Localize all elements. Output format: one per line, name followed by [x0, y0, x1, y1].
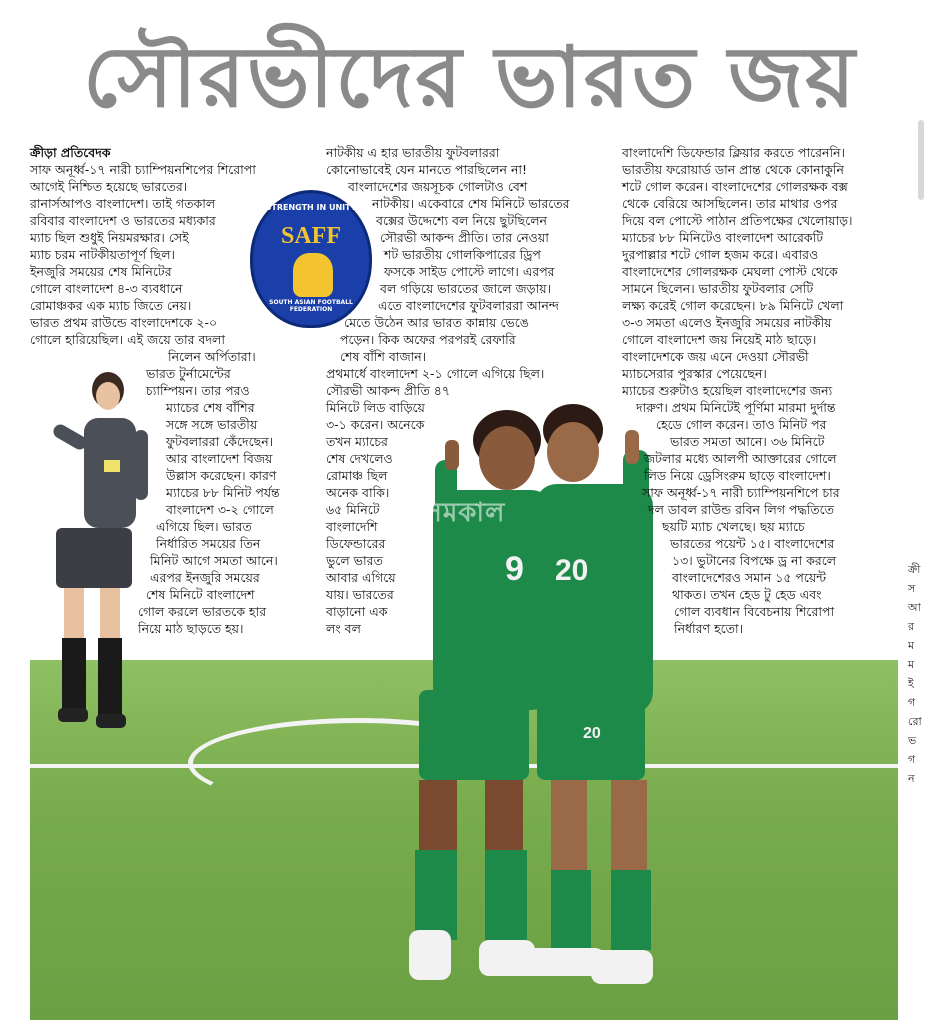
byline: ক্রীড়া প্রতিবেদক	[30, 145, 111, 160]
col3-line: হেডে গোল করেন। তাও মিনিট পর	[656, 417, 827, 432]
col2-line: তখন ম্যাচের	[326, 434, 388, 449]
col3-line: লিড নিয়ে ড্রেসিংরুম ছাড়ে বাংলাদেশ।	[644, 468, 831, 483]
col2-line: আবার এগিয়ে	[326, 570, 396, 585]
col2-line: ফসকে সাইড পোস্টে লাগে। এরপর	[384, 264, 555, 279]
col2-line: পড়েন। কিক অফের পরপরই রেফারি	[340, 332, 516, 347]
col2-line: মিনিটে লিড বাড়িয়ে	[326, 400, 425, 415]
headline: সৌরভীদের ভারত জয়	[83, 28, 857, 126]
col2-line: বাংলাদেশি	[326, 519, 378, 534]
scrollbar[interactable]	[918, 120, 924, 200]
col3-line: ৩-৩ সমতা এলেও ইনজুরি সময়ের নাটকীয়	[622, 315, 832, 330]
col2-line: শট ভারতীয় গোলকিপারের ড্রিপ	[384, 247, 541, 262]
col1-line: ম্যাচ ছিল শুধুই নিয়মরক্ষার। সেই	[30, 230, 189, 245]
col1-line: গোল করলে ভারতকে হার	[138, 604, 267, 619]
col3-line: গোলে বাংলাদেশ জয় নিয়েই মাঠ ছাড়ে।	[622, 332, 817, 347]
strip-line: ই	[908, 677, 914, 690]
col3-line: ছয়টি ম্যাচ খেলছে। ছয় ম্যাচে	[662, 519, 805, 534]
strip-line: ন	[908, 772, 915, 785]
strip-line: ম	[908, 639, 915, 652]
adjacent-article-strip	[908, 560, 926, 788]
col1-line: ম্যাচের ৮৮ মিনিট পর্যন্ত	[166, 485, 280, 500]
col3-line: বাংলাদেশেরও সমান ১৫ পয়েন্ট	[672, 570, 827, 585]
col1-line: নিলেন অর্পিতারা।	[168, 349, 256, 364]
col3-line: বাংলাদেশের গোলরক্ষক মেঘলা পোস্ট থেকে	[622, 264, 838, 279]
col2-line: এতে বাংলাদেশের ফুটবলাররা আনন্দ	[378, 298, 559, 313]
col3-line: সাফ অনূর্ধ্ব-১৭ নারী চ্যাম্পিয়নশিপে চার	[642, 485, 840, 500]
col2-line: ৩-১ করেন। অনেকে	[326, 417, 425, 432]
col3-line: থাকত। তখন হেড টু হেড এবং	[672, 587, 822, 602]
col3-line: ১৩। ভুটানের বিপক্ষে ড্র না করলে	[672, 553, 837, 568]
col3-line: ভারত সমতা আনে। ৩৬ মিনিটে	[670, 434, 825, 449]
jersey-number-left: 9	[505, 550, 524, 588]
col3-line: ভারতীয় ফরোয়ার্ড ডান প্রান্ত থেকে কোনাকুনি	[622, 162, 844, 177]
col1-line: রবিবার বাংলাদেশ ও ভারতের মধ্যকার	[30, 213, 216, 228]
col2-line: বাড়ানো এক	[326, 604, 388, 619]
col1-line: ভারত প্রথম রাউন্ডে বাংলাদেশকে ২-০	[30, 315, 218, 330]
col2-line: ভুলে ভারত	[326, 553, 383, 568]
col3-line: দিয়ে বল পোস্টে পাঠান প্রতিপক্ষের খেলোয়াড়।	[622, 213, 853, 228]
col1-line: এরপর ইনজুরি সময়ের	[150, 570, 260, 585]
col1-line: বাংলাদেশ ৩-২ গোলে	[166, 502, 274, 517]
col1-line: রোমাঞ্চকর এক ম্যাচ জিতে নেয়।	[30, 298, 192, 313]
col3-line: দারুণ। প্রথম মিনিটেই পূর্ণিমা মারমা দুর্দান্ত	[636, 400, 836, 415]
col2-line: নাটকীয়। একেবারে শেষ মিনিটে ভারতের	[372, 196, 570, 211]
col1-line: নিয়ে মাঠ ছাড়তে হয়।	[138, 621, 244, 636]
strip-line: ভ	[908, 734, 917, 747]
article-column-3	[622, 144, 853, 637]
col1-line: গোলে হারিয়েছিল। এই জয়ে তার বদলা	[30, 332, 225, 347]
col3-line: গোল ব্যবধান বিবেচনায় শিরোপা	[674, 604, 835, 619]
col1-line: শেষ মিনিটে বাংলাদেশ	[146, 587, 255, 602]
col1-line: সাফ অনূর্ধ্ব-১৭ নারী চ্যাম্পিয়নশিপের শিরোপা	[30, 162, 256, 177]
strip-line: গ	[908, 696, 916, 709]
col1-line: ম্যাচের শেষ বাঁশির	[166, 400, 255, 415]
col1-line: নির্ধারিত সময়ের তিন	[156, 536, 261, 551]
article-column-2	[326, 144, 570, 637]
col2-line: প্রথমার্ধে বাংলাদেশ ২-১ গোলে এগিয়ে ছিল।	[326, 366, 545, 381]
strip-line: স	[908, 582, 916, 595]
col1-line: উল্লাস করেছেন। কারণ	[166, 468, 277, 483]
col1-line: সঙ্গে সঙ্গে ভারতীয়	[166, 417, 258, 432]
col2-line: মেতে উঠেন আর ভারত কান্নায় ভেঙে	[344, 315, 529, 330]
strip-line: র	[908, 620, 915, 633]
col3-line: বাংলাদেশকে জয় এনে দেওয়া সৌরভী	[622, 349, 809, 364]
col1-line: ভারত টুর্নামেন্টের	[146, 366, 231, 381]
strip-line: ম	[908, 658, 915, 671]
col3-line: জটলার মধ্যে আলপী আক্তারের গোলে	[644, 451, 837, 466]
col1-line: মিনিট আগে সমতা আনে।	[150, 553, 278, 568]
article-column-1	[30, 144, 280, 637]
col1-line: ফুটবলাররা কেঁদেছেন।	[166, 434, 274, 449]
col3-line: ম্যাচের ৮৮ মিনিটেও বাংলাদেশ আরেকটি	[622, 230, 824, 245]
col1-line: চ্যাম্পিয়ন। তার পরও	[146, 383, 250, 398]
col1-line: আগেই নিশ্চিত হয়েছে ভারতের।	[30, 179, 188, 194]
col2-line: যায়। ভারতের	[326, 587, 394, 602]
strip-line: আ	[908, 601, 921, 614]
col2-line: লং বল	[326, 621, 361, 636]
col2-line: বক্সের উদ্দেশ্যে বল নিয়ে ছুটছিলেন	[376, 213, 548, 228]
col1-line: রানার্সআপও বাংলাদেশ। তাই গতকাল	[30, 196, 216, 211]
col2-line: বাংলাদেশের জয়সূচক গোলটাও বেশ	[348, 179, 528, 194]
col2-line: শেষ দেখলেও	[326, 451, 393, 466]
col2-line: বল গড়িয়ে ভারতের জালে জড়ায়।	[380, 281, 552, 296]
col3-line: বাংলাদেশি ডিফেন্ডার ক্লিয়ার করতে পারেননি।	[622, 145, 845, 160]
col3-line: থেকে বেরিয়ে আসছিলেন। তার মাথার ওপর	[622, 196, 838, 211]
jersey-number-right: 20	[555, 554, 589, 587]
col3-line: ম্যাচের শুরুটাও হয়েছিল বাংলাদেশের জন্য	[622, 383, 833, 398]
strip-line: গ	[908, 753, 916, 766]
shorts-number: 20	[583, 725, 601, 742]
col3-line: নির্ধারণ হতো।	[674, 621, 744, 636]
col3-line: শটে গোল করেন। বাংলাদেশের গোলরক্ষক বক্স	[622, 179, 848, 194]
col2-line: রোমাঞ্চ ছিল	[326, 468, 388, 483]
col3-line: লক্ষ্য করেই গোল করেছেন। ৮৯ মিনিটে খেলা	[622, 298, 844, 313]
logo-top-text: STRENGTH IN UNITY	[265, 203, 357, 212]
col2-line: ৬৫ মিনিটে	[326, 502, 380, 517]
col2-line: নাটকীয় এ হার ভারতীয় ফুটবলাররা	[326, 145, 500, 160]
col1-line: ম্যাচ চরম নাটকীয়তাপূর্ণ ছিল।	[30, 247, 175, 262]
logo-name: SAFF	[281, 223, 341, 249]
strip-line: রো	[908, 715, 922, 728]
col3-line: দল ডাবল রাউন্ড রবিন লিগ পদ্ধতিতে	[648, 502, 835, 517]
col1-line: এগিয়ে ছিল। ভারত	[156, 519, 252, 534]
col2-line: কোনোভাবেই যেন মানতে পারছিলেন না!	[326, 162, 528, 177]
col3-line: দুরপাল্লার শটে গোল হজম করে। এবারও	[622, 247, 819, 262]
col2-line: সৌরভী আকন্দ প্রীতি ৪৭	[326, 383, 451, 398]
col1-line: আর বাংলাদেশ বিজয়	[166, 451, 273, 466]
col2-line: ডিফেন্ডারের	[326, 536, 386, 551]
col1-line: ইনজুরি সময়ের শেষ মিনিটের	[30, 264, 172, 279]
col3-line: ম্যাচসেরার পুরস্কার পেয়েছেন।	[622, 366, 767, 381]
col3-line: ভারতের পয়েন্ট ১৫। বাংলাদেশের	[670, 536, 835, 551]
col2-line: সৌরভী আকন্দ প্রীতি। তার নেওয়া	[380, 230, 549, 245]
logo-bottom-text: SOUTH ASIAN FOOTBALL FEDERATION	[269, 299, 353, 313]
col1-line: গোলে বাংলাদেশ ৪-৩ ব্যবধানে	[30, 281, 183, 296]
watermark: সমকাল	[424, 498, 506, 528]
col3-line: সামনে ছিলেন। ভারতীয় ফুটবলার সেটি	[622, 281, 814, 296]
col2-line: অনেক বাকি।	[326, 485, 390, 500]
col2-line: শেষ বাঁশি বাজান।	[340, 349, 427, 364]
strip-line: ক্রী	[908, 563, 921, 576]
